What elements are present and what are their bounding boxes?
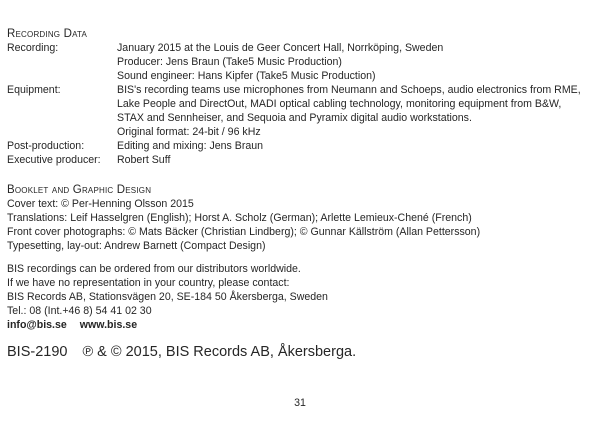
copyright-text: ℗ & © 2015, BIS Records AB, Åkersberga. <box>82 344 357 360</box>
design-credit-line: Cover text: © Per-Henning Olsson 2015 <box>7 198 194 210</box>
credit-row-equipment <box>7 83 592 139</box>
credit-line: Robert Suff <box>117 154 171 166</box>
recording-data-header: Recording Data <box>7 28 88 40</box>
recording-data-section <box>7 27 592 167</box>
design-credit-line: Front cover photographs: © Mats Bäcker (Christian Lindberg); © Gunnar Källström (Allan Pettersson) <box>7 226 481 238</box>
credit-label: Recording: <box>7 42 59 54</box>
credit-value <box>117 139 592 153</box>
credit-value <box>117 153 592 167</box>
credit-line: STAX and Sennheiser, and Sequoia and Pyramix digital audio workstations. <box>117 112 472 124</box>
website-text: www.bis.se <box>79 319 138 331</box>
credit-line: January 2015 at the Louis de Geer Concert Hall, Norrköping, Sweden <box>117 42 444 54</box>
page-number: 31 <box>294 397 306 409</box>
booklet-design-header: Booklet and Graphic Design <box>7 184 152 196</box>
credit-label: Executive producer: <box>7 154 101 166</box>
catalogue-number: BIS-2190 <box>7 344 68 360</box>
distribution-line: Tel.: 08 (Int.+46 8) 54 41 02 30 <box>7 305 152 317</box>
catalogue-line <box>7 343 592 361</box>
credit-line: BIS's recording teams use microphones from Neumann and Schoeps, audio electronics from RME, <box>117 84 581 96</box>
credit-row-post-production <box>7 139 592 153</box>
distribution-line: BIS recordings can be ordered from our distributors worldwide. <box>7 263 301 275</box>
design-credit-line: Translations: Leif Hasselgren (English); Horst A. Scholz (German); Arlette Lemieux-Chené (French) <box>7 212 472 224</box>
email-text: info@bis.se <box>7 319 67 331</box>
credit-row-recording <box>7 41 592 83</box>
design-credit-line: Typesetting, lay-out: Andrew Barnett (Compact Design) <box>7 240 266 252</box>
credit-label: Equipment: <box>7 84 61 96</box>
credit-line: Editing and mixing: Jens Braun <box>117 140 264 152</box>
credit-value <box>117 41 592 83</box>
credit-line: Original format: 24-bit / 96 kHz <box>117 126 261 138</box>
distribution-section <box>7 262 592 332</box>
credit-line: Sound engineer: Hans Kipfer (Take5 Music Production) <box>117 70 376 82</box>
credit-value <box>117 83 592 139</box>
distribution-line: If we have no representation in your country, please contact: <box>7 277 290 289</box>
contact-line <box>7 318 592 332</box>
credit-line: Lake People and DirectOut, MADI optical cabling technology, monitoring equipment from B&W, <box>117 98 562 110</box>
distribution-line: BIS Records AB, Stationsvägen 20, SE-184 50 Åkersberga, Sweden <box>7 291 328 303</box>
credit-line: Producer: Jens Braun (Take5 Music Production) <box>117 56 342 68</box>
booklet-design-section <box>7 183 592 253</box>
credit-row-executive-producer <box>7 153 592 167</box>
credit-label: Post-production: <box>7 140 85 152</box>
